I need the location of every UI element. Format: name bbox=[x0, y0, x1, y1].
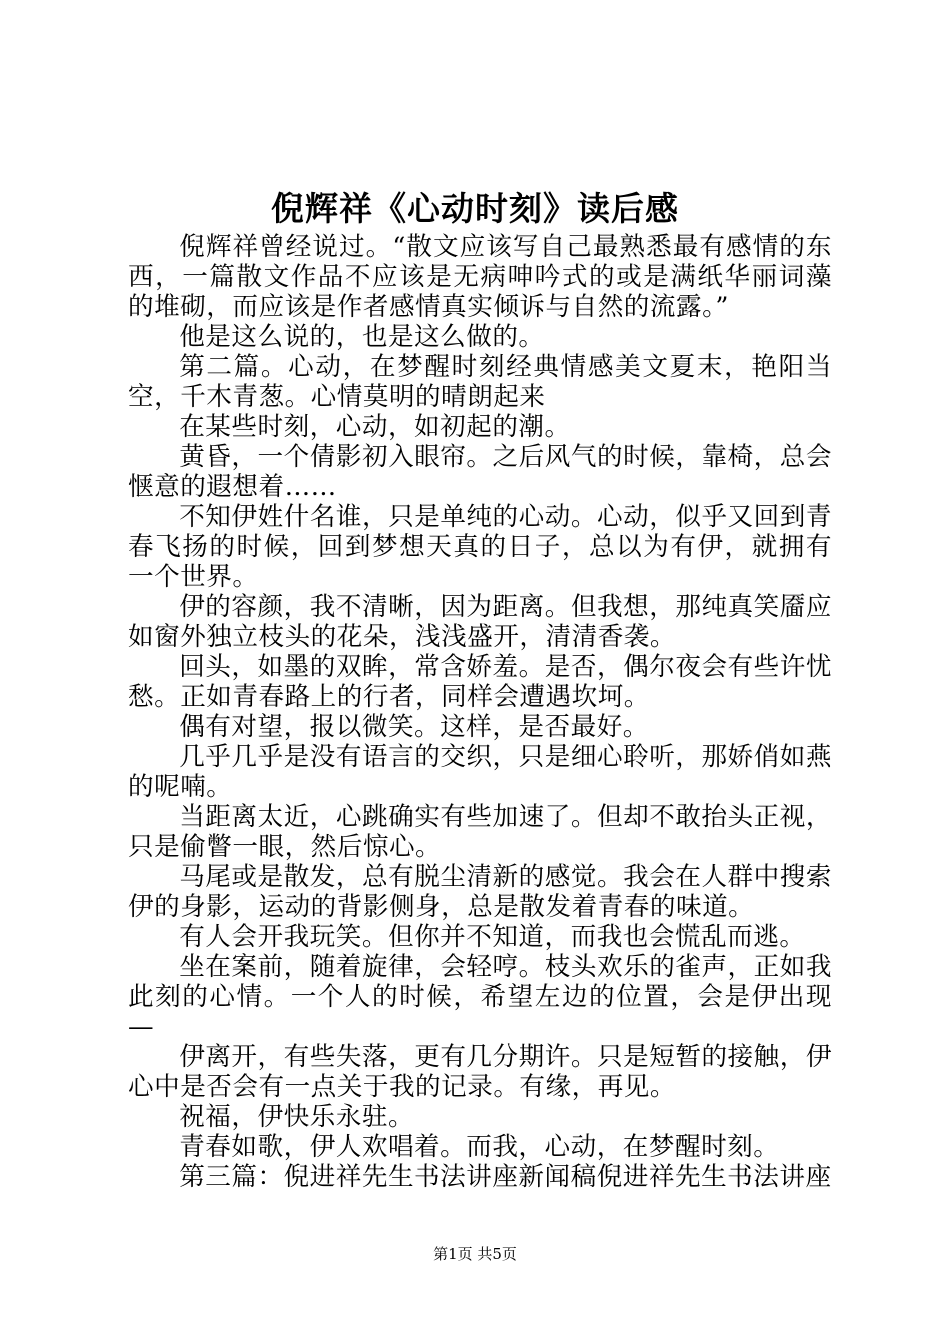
paragraph: 不知伊姓什名谁，只是单纯的心动。心动，似乎又回到青春飞扬的时候，回到梦想天真的日子，总以为有伊，就拥有一个世界。 bbox=[128, 502, 832, 592]
paragraph: 马尾或是散发，总有脱尘清新的感觉。我会在人群中搜索伊的身影，运动的背影侧身，总是散发着青春的味道。 bbox=[128, 862, 832, 922]
paragraph: 第三篇：倪进祥先生书法讲座新闻稿倪进祥先生书法讲座 bbox=[179, 1162, 832, 1192]
paragraph: 第二篇。心动，在梦醒时刻经典情感美文夏末，艳阳当空，千木青葱。心情莫明的晴朗起来 bbox=[128, 352, 832, 412]
paragraph: 青春如歌，伊人欢唱着。而我，心动，在梦醒时刻。 bbox=[179, 1132, 780, 1162]
paragraph: 偶有对望，报以微笑。这样，是否最好。 bbox=[179, 712, 649, 742]
paragraph: 坐在案前，随着旋律，会轻哼。枝头欢乐的雀声，正如我此刻的心情。一个人的时候，希望左边的位置，会是伊出现— bbox=[128, 952, 832, 1042]
paragraph: 伊的容颜，我不清晰，因为距离。但我想，那纯真笑靥应如窗外独立枝头的花朵，浅浅盛开，清清香袭。 bbox=[128, 592, 832, 652]
paragraph: 黄昏，一个倩影初入眼帘。之后风气的时候，靠椅，总会惬意的遐想着…… bbox=[128, 442, 832, 502]
document-title: 倪辉祥《心动时刻》读后感 bbox=[271, 189, 679, 228]
paragraph: 伊离开，有些失落，更有几分期许。只是短暂的接触，伊心中是否会有一点关于我的记录。有缘，再见。 bbox=[128, 1042, 832, 1102]
document-body bbox=[128, 232, 832, 1192]
paragraph: 倪辉祥曾经说过。“散文应该写自己最熟悉最有感情的东西，一篇散文作品不应该是无病呻吟式的或是满纸华丽词藻的堆砌，而应该是作者感情真实倾诉与自然的流露。” bbox=[128, 232, 832, 322]
paragraph: 在某些时刻，心动，如初起的潮。 bbox=[179, 412, 571, 442]
paragraph: 回头，如墨的双眸，常含娇羞。是否，偶尔夜会有些许忧愁。正如青春路上的行者，同样会遭遇坎坷。 bbox=[128, 652, 832, 712]
paragraph: 祝福，伊快乐永驻。 bbox=[179, 1102, 415, 1132]
paragraph: 几乎几乎是没有语言的交织，只是细心聆听，那娇俏如燕的呢喃。 bbox=[128, 742, 832, 802]
paragraph: 他是这么说的，也是这么做的。 bbox=[179, 322, 545, 352]
paragraph: 有人会开我玩笑。但你并不知道，而我也会慌乱而逃。 bbox=[179, 922, 806, 952]
page-indicator: 第1页 共5页 bbox=[433, 1245, 517, 1263]
paragraph: 当距离太近，心跳确实有些加速了。但却不敢抬头正视，只是偷瞥一眼，然后惊心。 bbox=[128, 802, 832, 862]
